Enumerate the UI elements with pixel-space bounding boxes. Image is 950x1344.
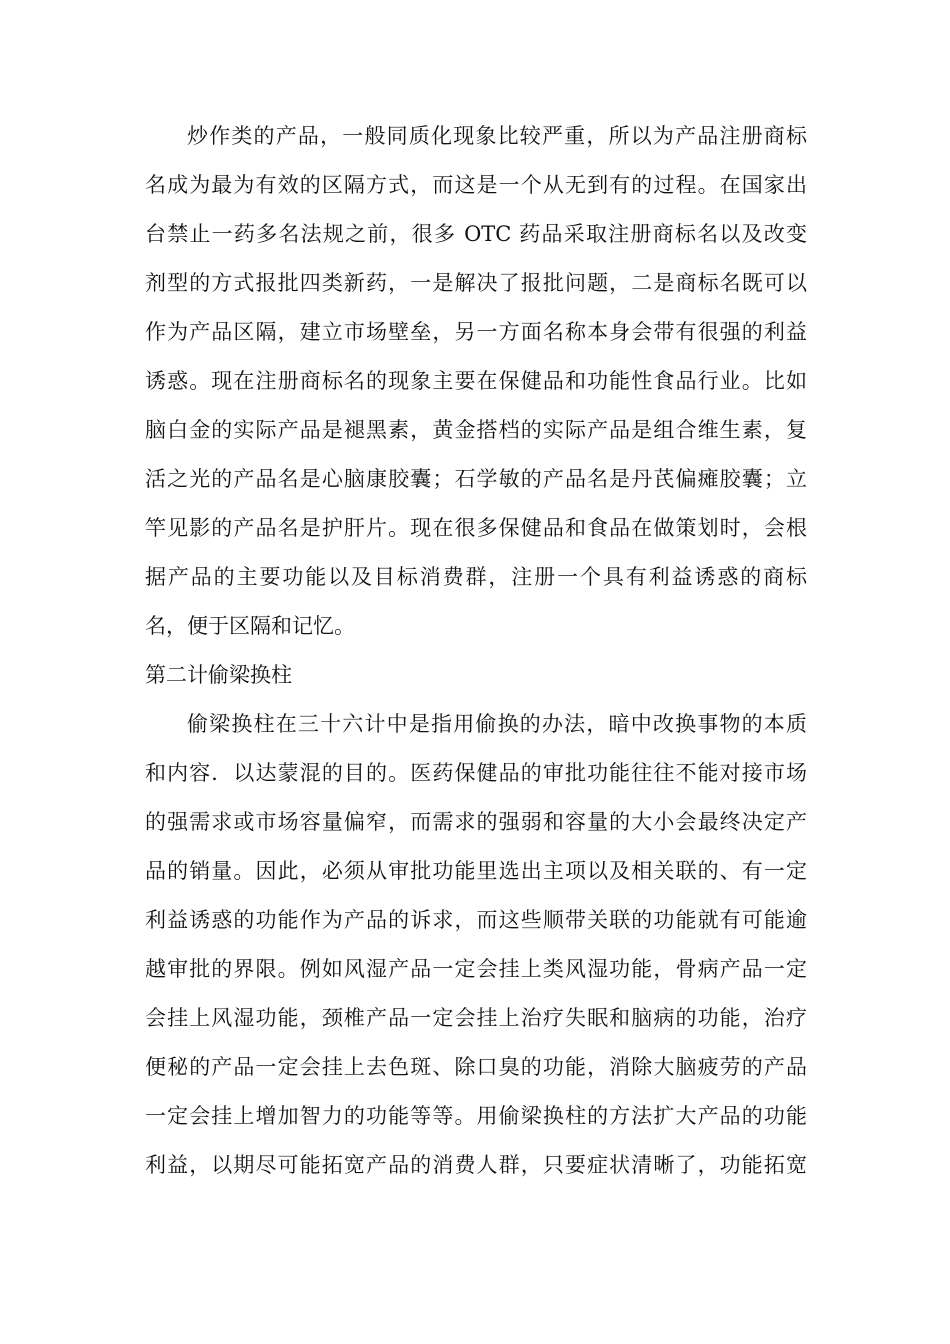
section-heading: 第二计偷梁换柱 [145, 663, 292, 687]
text-line: 和内容．以达蒙混的目的。医药保健品的审批功能往往不能对接市场 [145, 761, 807, 785]
body-text [145, 112, 807, 1190]
text-line: 越审批的界限。例如风湿产品一定会挂上类风湿功能，骨病产品一定 [145, 957, 807, 981]
text-line: 的强需求或市场容量偏窄，而需求的强弱和容量的大小会最终决定产 [145, 810, 807, 834]
text-line: 诱惑。现在注册商标名的现象主要在保健品和功能性食品行业。比如 [145, 369, 807, 393]
paragraph-1 [145, 112, 807, 651]
text-line: 台禁止一药多名法规之前，很多 OTC 药品采取注册商标名以及改变 [145, 222, 807, 246]
text-line: 利益诱惑的功能作为产品的诉求，而这些顺带关联的功能就有可能逾 [145, 908, 807, 932]
text-line: 便秘的产品一定会挂上去色斑、除口臭的功能，消除大脑疲劳的产品 [145, 1055, 807, 1079]
text-line: 据产品的主要功能以及目标消费群，注册一个具有利益诱惑的商标 [145, 565, 807, 589]
text-line: 一定会挂上增加智力的功能等等。用偷梁换柱的方法扩大产品的功能 [145, 1104, 807, 1128]
text-line: 品的销量。因此，必须从审批功能里选出主项以及相关联的、有一定 [145, 859, 807, 883]
text-line: 竿见影的产品名是护肝片。现在很多保健品和食品在做策划时，会根 [145, 516, 807, 540]
text-line: 脑白金的实际产品是褪黑素，黄金搭档的实际产品是组合维生素，复 [145, 418, 807, 442]
text-line: 会挂上风湿功能，颈椎产品一定会挂上治疗失眠和脑病的功能，治疗 [145, 1006, 807, 1030]
text-line: 剂型的方式报批四类新药，一是解决了报批问题，二是商标名既可以 [145, 271, 807, 295]
paragraph-2 [145, 700, 807, 1190]
text-line: 名，便于区隔和记忆。 [145, 614, 355, 638]
text-line: 偷梁换柱在三十六计中是指用偷换的办法，暗中改换事物的本质 [187, 712, 807, 736]
text-line: 利益，以期尽可能拓宽产品的消费人群，只要症状清晰了，功能拓宽 [145, 1153, 807, 1177]
text-line: 炒作类的产品，一般同质化现象比较严重，所以为产品注册商标 [187, 124, 807, 148]
text-line: 作为产品区隔，建立市场壁垒，另一方面名称本身会带有很强的利益 [145, 320, 807, 344]
text-line: 活之光的产品名是心脑康胶囊；石学敏的产品名是丹芪偏瘫胶囊；立 [145, 467, 807, 491]
text-line: 名成为最为有效的区隔方式，而这是一个从无到有的过程。在国家出 [145, 173, 807, 197]
